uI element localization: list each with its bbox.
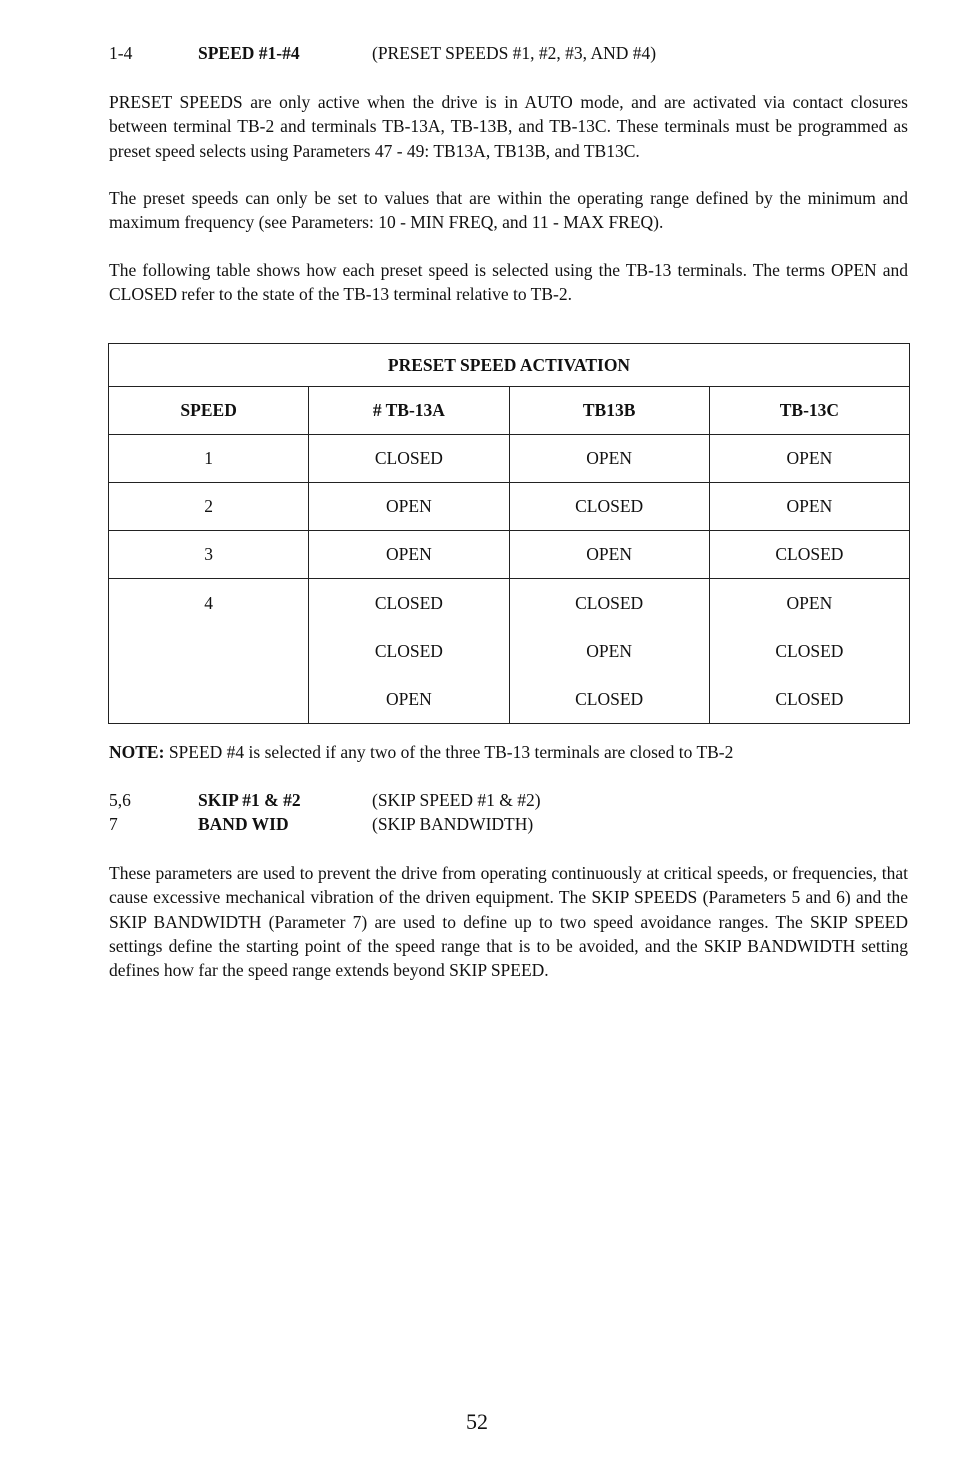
combo-value: CLOSED bbox=[775, 641, 844, 661]
combo-value: OPEN bbox=[386, 689, 432, 709]
paragraph-table-intro: The following table shows how each preset speed is selected using the TB-13 terminals. The terms OPEN and CLOSED refer to the state of the TB-13 terminal relative to TB-2. bbox=[109, 260, 908, 305]
table-cell bbox=[109, 579, 309, 724]
param-description: (SKIP SPEED #1 & #2) bbox=[372, 790, 541, 810]
column-header-tb13c: TB-13C bbox=[709, 387, 909, 435]
table-cell: OPEN bbox=[709, 483, 909, 531]
table-cell: CLOSED bbox=[309, 435, 509, 483]
combo-value: OPEN bbox=[586, 641, 632, 661]
combo-value: CLOSED bbox=[575, 689, 644, 709]
note bbox=[109, 740, 733, 764]
table-cell: OPEN bbox=[509, 531, 709, 579]
table-cell: OPEN bbox=[309, 531, 509, 579]
table-cell: 2 bbox=[109, 483, 309, 531]
table-cell: OPEN bbox=[309, 483, 509, 531]
table-title: PRESET SPEED ACTIVATION bbox=[109, 344, 910, 387]
table-cell: OPEN bbox=[509, 435, 709, 483]
paragraph-skip: These parameters are used to prevent the drive from operating continuously at critical speeds, or frequencies, that cause excessive mechanical vibration of the driven equipment. The SKIP SPEEDS (Parameters 5 and 6) and the SKIP BANDWIDTH (Parameter 7) are used to define up to two speed avoidance ranges. The SKIP SPEED settings define the starting point of the speed range that is to be avoided, and the SKIP BANDWIDTH setting defines how far the speed range extends beyond SKIP SPEED. bbox=[109, 863, 908, 981]
param-number: 1-4 bbox=[109, 43, 133, 63]
param-description: (PRESET SPEEDS #1, #2, #3, AND #4) bbox=[372, 43, 657, 63]
note-text: SPEED #4 is selected if any two of the three TB-13 terminals are closed to TB-2 bbox=[164, 742, 734, 762]
table-cell: OPEN bbox=[709, 435, 909, 483]
combo-value: CLOSED bbox=[575, 593, 644, 613]
table-row bbox=[109, 435, 910, 483]
table-row-speed-4 bbox=[109, 579, 910, 724]
param-number: 5,6 bbox=[109, 790, 131, 810]
table-cell bbox=[709, 579, 909, 724]
table-cell: 3 bbox=[109, 531, 309, 579]
table-cell bbox=[309, 579, 509, 724]
combo-value: CLOSED bbox=[374, 641, 443, 661]
param-name: SPEED #1-#4 bbox=[198, 43, 300, 63]
param-name: BAND WID bbox=[198, 814, 289, 834]
param-number: 7 bbox=[109, 814, 118, 834]
table-row bbox=[109, 483, 910, 531]
column-header-tb13b: TB13B bbox=[509, 387, 709, 435]
column-header-tb13a: # TB-13A bbox=[309, 387, 509, 435]
page-number: 52 bbox=[466, 1409, 488, 1434]
paragraph-range: The preset speeds can only be set to values that are within the operating range defined by the minimum and maximum frequency (see Parameters: 10 - MIN FREQ, and 11 - MAX FREQ). bbox=[109, 188, 908, 233]
combo-value: CLOSED bbox=[775, 689, 844, 709]
table-cell bbox=[509, 579, 709, 724]
param-description: (SKIP BANDWIDTH) bbox=[372, 814, 534, 834]
table-cell: 1 bbox=[109, 435, 309, 483]
combo-value: CLOSED bbox=[374, 593, 443, 613]
speed-value: 4 bbox=[204, 593, 213, 613]
table-row bbox=[109, 531, 910, 579]
column-header-speed: SPEED bbox=[109, 387, 309, 435]
preset-speed-table bbox=[108, 343, 910, 724]
note-label: NOTE: bbox=[109, 742, 165, 762]
table-cell: CLOSED bbox=[509, 483, 709, 531]
table-cell: CLOSED bbox=[709, 531, 909, 579]
paragraph-preset-speeds: PRESET SPEEDS are only active when the drive is in AUTO mode, and are activated via contact closures between terminal TB-2 and terminals TB-13A, TB-13B, and TB-13C. These terminals must be programmed as preset speed selects using Parameters 47 - 49: TB13A, TB13B, and TB13C. bbox=[109, 92, 908, 161]
param-name: SKIP #1 & #2 bbox=[198, 790, 301, 810]
combo-value: OPEN bbox=[786, 593, 833, 613]
